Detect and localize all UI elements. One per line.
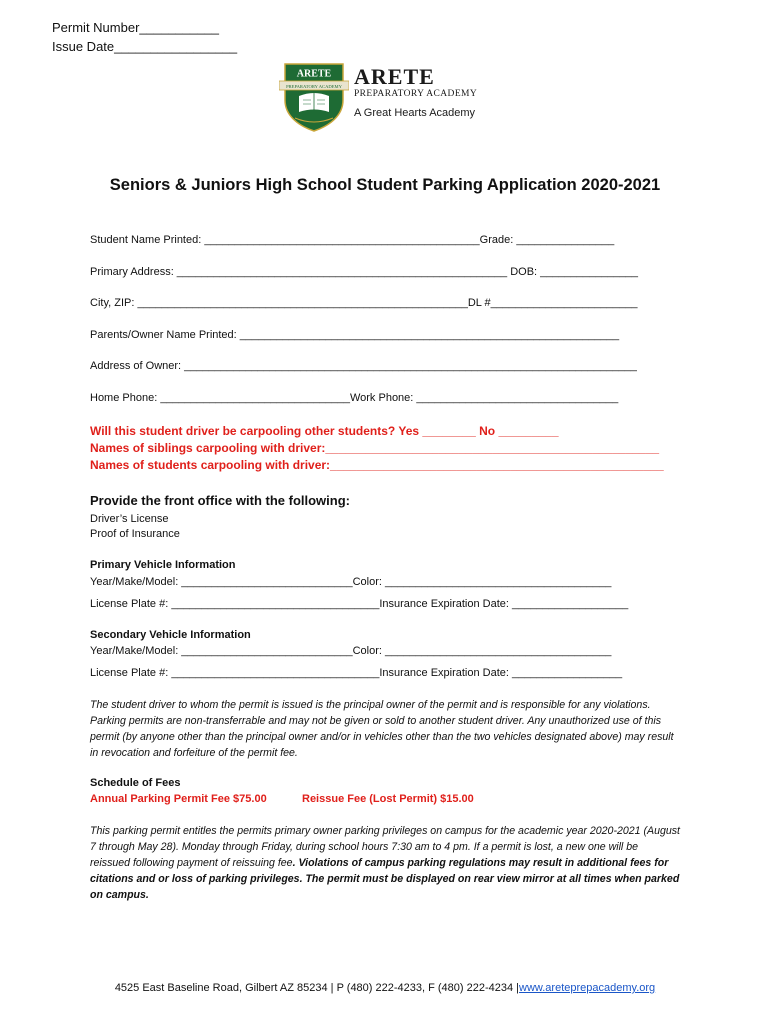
front-office-item: Driver’s License <box>90 513 169 525</box>
crest-top-text: ARETE <box>296 68 332 80</box>
phone-fields: Home Phone: _______________________________Work Phone: _________________________________ <box>90 392 619 404</box>
secondary-vehicle-ymm: Year/Make/Model: ____________________________Color: _____________________________________ <box>90 645 612 657</box>
carpool-siblings: Names of siblings carpooling with driver:__________________________________________________ <box>90 441 660 455</box>
primary-address-field: Primary Address: ______________________________________________________ DOB: ________________ <box>90 266 639 278</box>
student-name-field: Student Name Printed: _____________________________________________Grade: ________________ <box>90 234 615 246</box>
primary-vehicle-ymm: Year/Make/Model: ____________________________Color: _____________________________________ <box>90 576 612 588</box>
footer <box>0 982 770 994</box>
footer-address: 4525 East Baseline Road, Gilbert AZ 85234 | P (480) 222-4233, F (480) 222-4234 | <box>114 982 520 994</box>
annual-fee: Annual Parking Permit Fee $75.00 <box>90 793 267 805</box>
permit-number-field: Permit Number___________ <box>52 20 219 35</box>
front-office-item: Proof of Insurance <box>90 528 180 540</box>
entitlement-text: This parking permit entitles the permits primary owner parking privileges on campus for the academic year 2020-2021 (August 7 through May 28). Monday through Friday, during school hours 7:30 am to 4 pm. If a permit is lost, a new one will be reissued following payment of reissuing fee <box>90 825 680 869</box>
fees-heading: Schedule of Fees <box>90 777 181 789</box>
website-link[interactable]: www.areteprepacademy.org <box>519 982 656 994</box>
primary-vehicle-heading: Primary Vehicle Information <box>90 559 236 571</box>
carpool-question: Will this student driver be carpooling other students? Yes ________ No _________ <box>90 424 559 438</box>
logo-tagline: A Great Hearts Academy <box>354 107 476 119</box>
primary-vehicle-plate: License Plate #: __________________________________Insurance Expiration Date: ___________________ <box>90 598 629 610</box>
page-title: Seniors & Juniors High School Student Parking Application 2020-2021 <box>109 176 661 194</box>
crest-band-text: PREPARATORY ACADEMY <box>286 84 342 89</box>
reissue-fee: Reissue Fee (Lost Permit) $15.00 <box>302 793 474 805</box>
owner-address-field: Address of Owner: __________________________________________________________________________ <box>90 360 637 372</box>
entitlement-paragraph <box>90 823 680 903</box>
parent-name-field: Parents/Owner Name Printed: ______________________________________________________________ <box>90 329 620 341</box>
front-office-heading: Provide the front office with the following: <box>90 493 350 508</box>
logo-name: ARETE <box>354 64 435 89</box>
entitlement-bold-text: . Violations of campus parking regulations may result in additional fees for citations and or loss of parking privileges. The permit must be displayed on rear view mirror at all times when parked on campus. <box>90 857 680 901</box>
arete-crest-logo <box>279 60 349 132</box>
responsibility-paragraph: The student driver to whom the permit is issued is the principal owner of the permit and is responsible for any violations. Parking permits are non-transferrable and may not be given or sold to another student driver. Any unauthorized use of this permit (by anyone other than the principal owner and/or in vehicles other than the two vehicles designated above) may result in revocation and forfeiture of the permit fee. <box>90 699 674 759</box>
secondary-vehicle-plate: License Plate #: __________________________________Insurance Expiration Date: __________________ <box>90 667 623 679</box>
secondary-vehicle-heading: Secondary Vehicle Information <box>90 629 251 641</box>
issue-date-field: Issue Date_________________ <box>52 39 238 54</box>
city-zip-field: City, ZIP: ______________________________________________________DL #________________________ <box>90 297 638 309</box>
carpool-students: Names of students carpooling with driver:__________________________________________________ <box>90 458 664 472</box>
logo-subtitle: PREPARATORY ACADEMY <box>354 89 478 99</box>
